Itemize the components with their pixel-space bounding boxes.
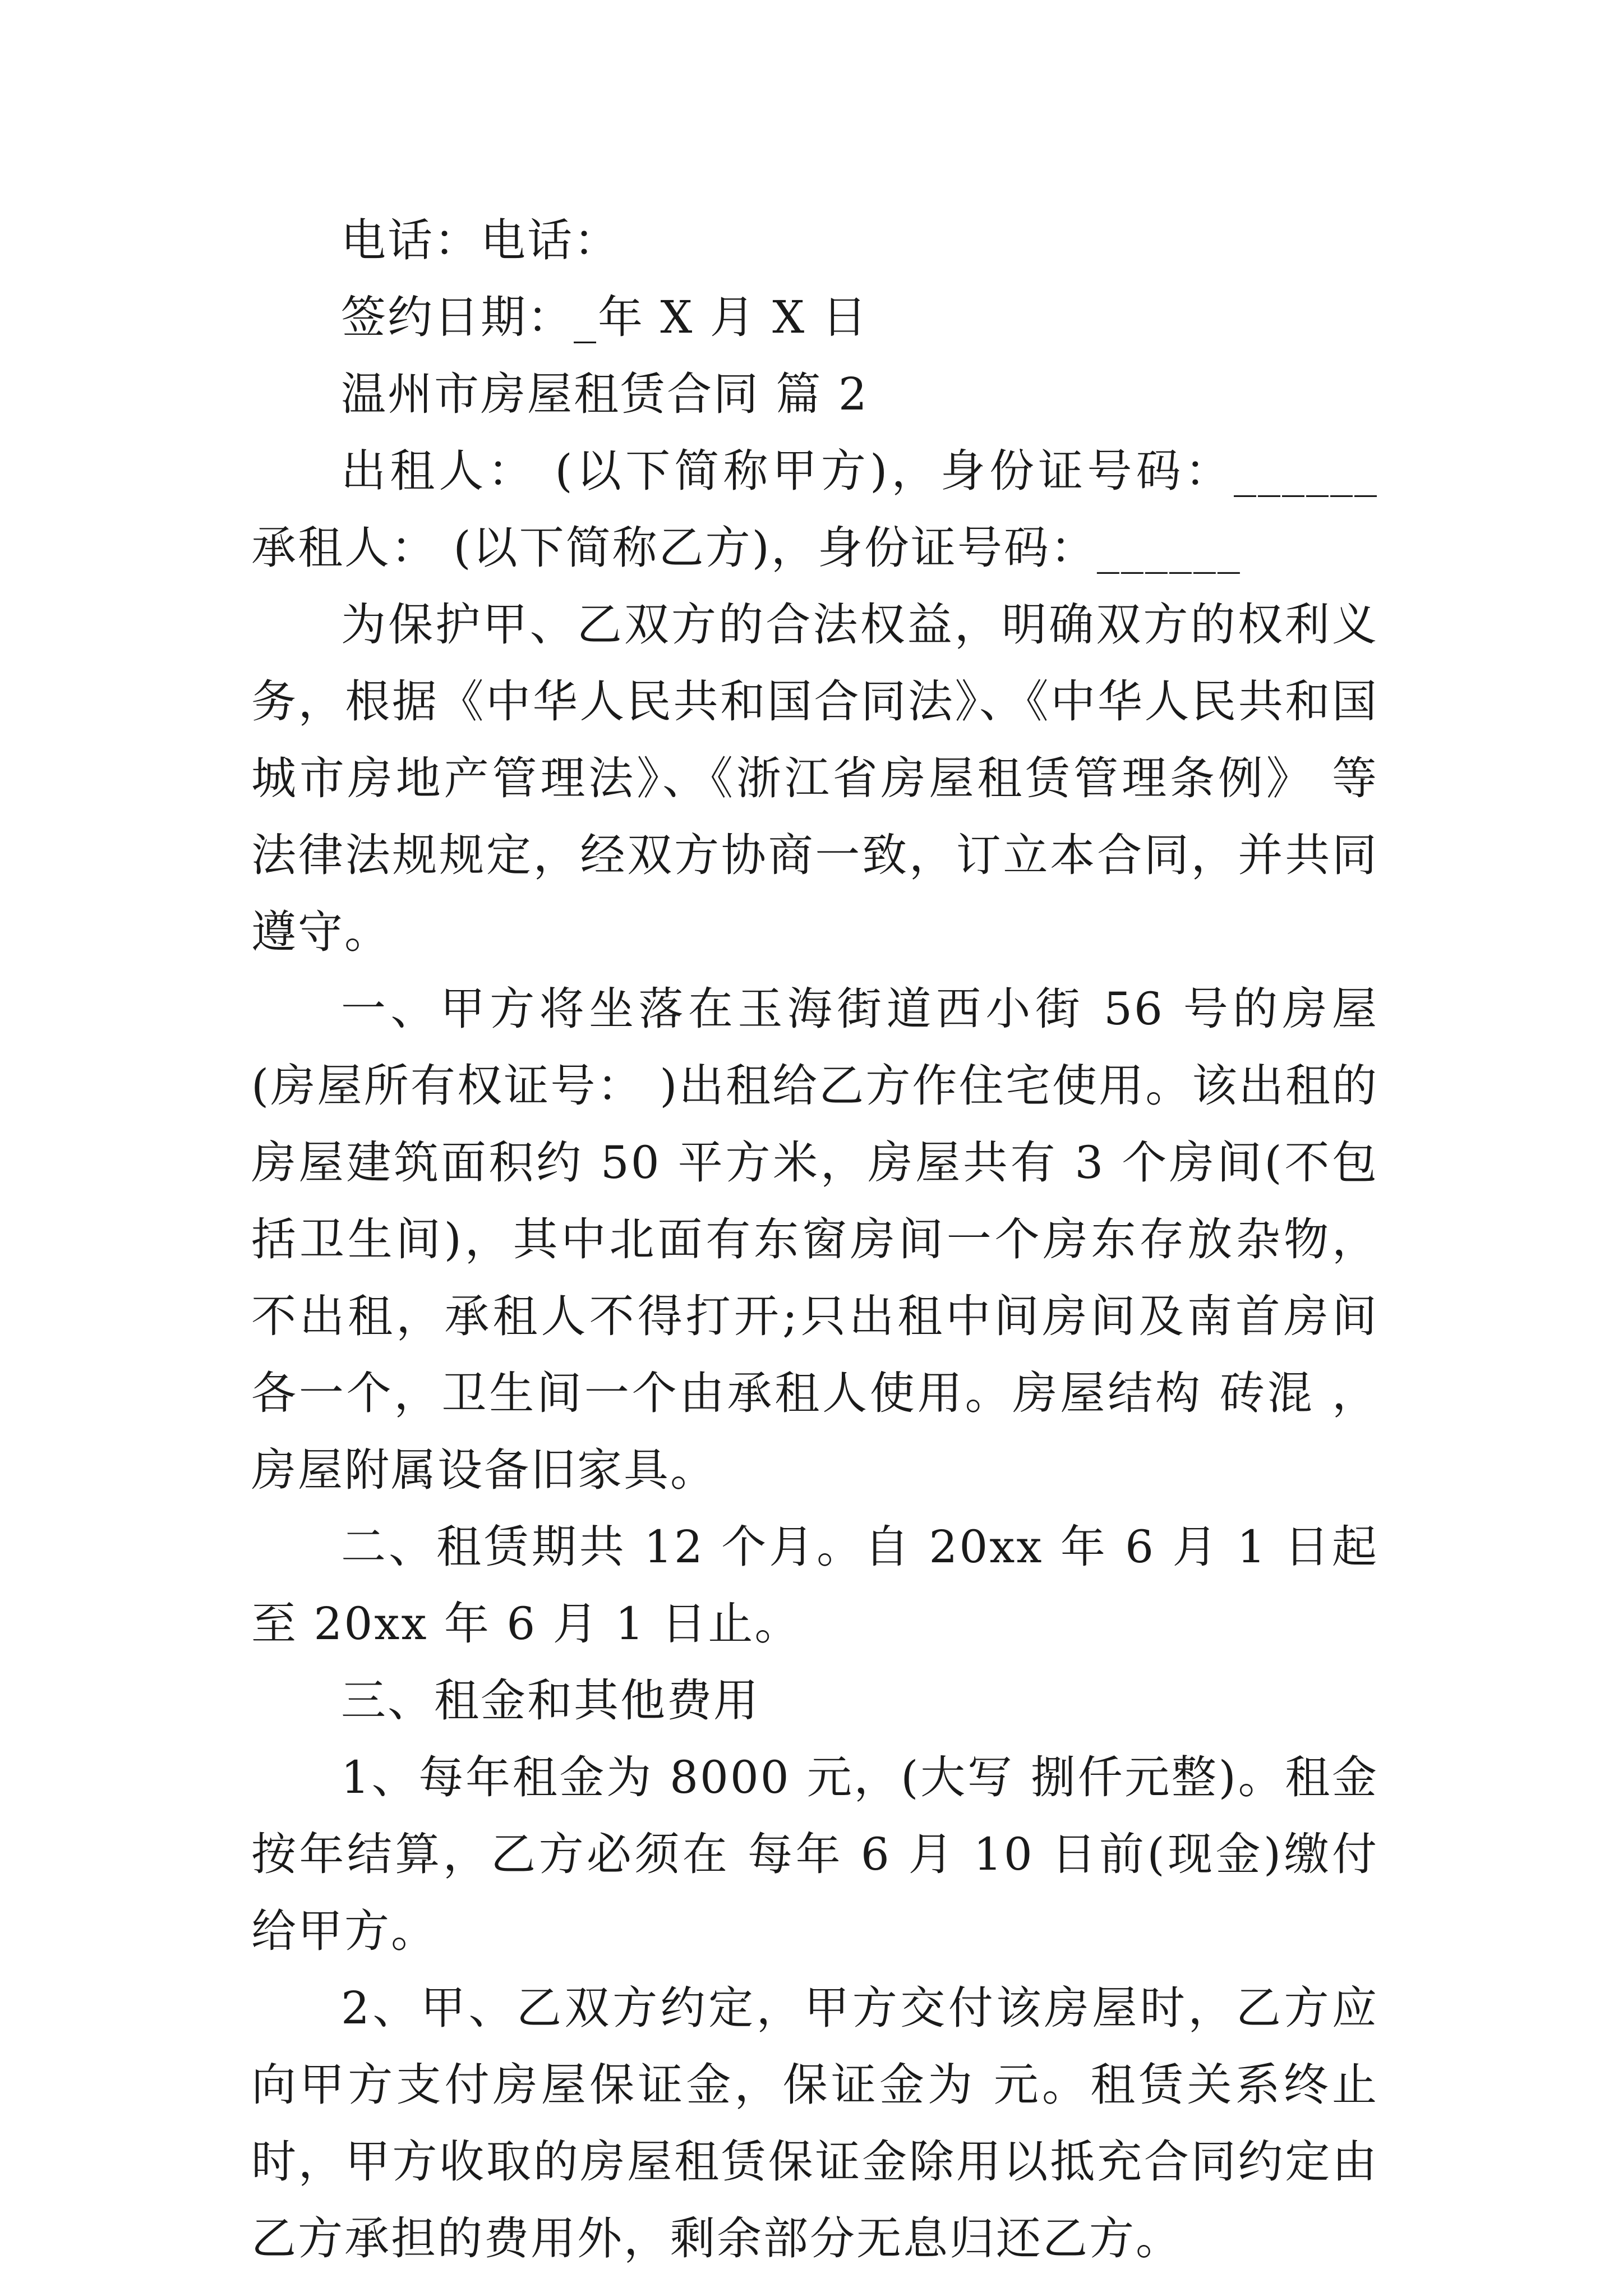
preamble-paragraph: 为保护甲、乙双方的合法权益，明确双方的权利义务，根据《中华人民共和国合同法》、《中华人民共和国城市房地产管理法》、《浙江省房屋租赁管理条例》 等法律法规规定，经双方协商一致，订立本合同，并共同遵守。 — [251, 599, 1378, 958]
signing-date-line: 签约日期：_年 X 月 X 日 — [341, 291, 869, 343]
clause-1-property: 一、甲方将坐落在玉海街道西小街 56 号的房屋(房屋所有权证号： )出租给乙方作住宅使用。该出租的房屋建筑面积约 50 平方米，房屋共有 3 个房间(不包括卫生间)，其中北面有东窗房间一个房东存放杂物，不出租，承租人不得打开;只出租中间房间及南首房间各一个，卫生间一个由承租人使用。房屋结构 砖混 ，房屋附属设备旧家具。 — [251, 983, 1378, 1496]
contract-title: 温州市房屋租赁合同 篇 2 — [341, 368, 869, 420]
phone-line: 电话：电话： — [341, 214, 620, 266]
document-body — [251, 202, 1378, 2277]
clause-3-2-deposit: 2、甲、乙双方约定，甲方交付该房屋时，乙方应向甲方支付房屋保证金，保证金为 元。租赁关系终止时，甲方收取的房屋租赁保证金除用以抵充合同约定由乙方承担的费用外，剩余部分无息归还乙方。 — [251, 1982, 1378, 2265]
parties-paragraph: 出租人： (以下简称甲方)，身份证号码：______ 承租人： (以下简称乙方)，身份证号码：______ — [251, 445, 1378, 574]
clause-2-term: 二、租赁期共 12 个月。自 20xx 年 6 月 1 日起至 20xx 年 6 月 1 日止。 — [251, 1521, 1378, 1650]
clause-3-1-rent: 1、每年租金为 8000 元，(大写 捌仟元整)。租金按年结算，乙方必须在 每年 6 月 10 日前(现金)缴付给甲方。 — [251, 1751, 1378, 1957]
clause-3-heading: 三、租金和其他费用 — [341, 1674, 760, 1727]
